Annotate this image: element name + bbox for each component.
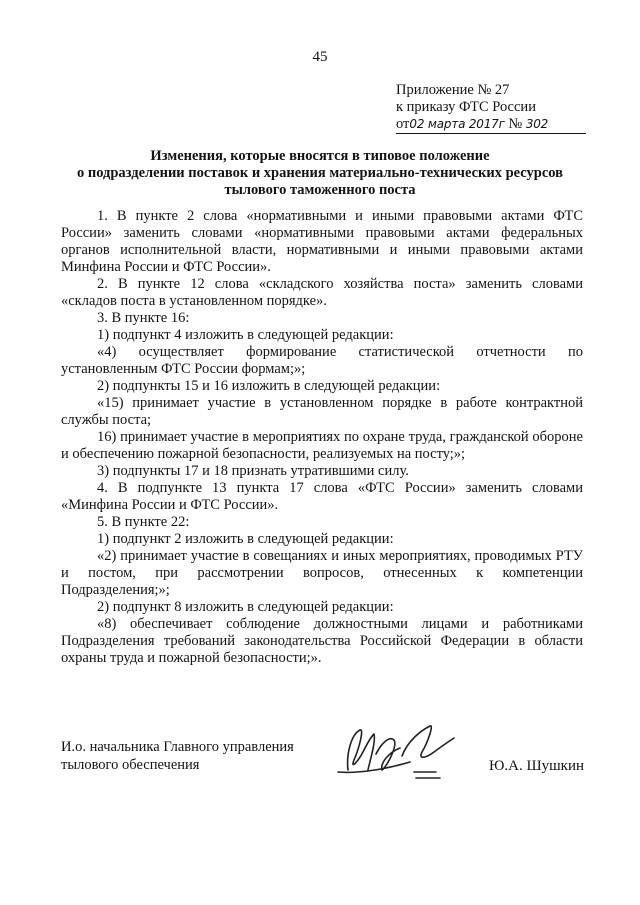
appendix-date-prefix: от: [396, 116, 410, 132]
paragraph-9: 3) подпункты 17 и 18 признать утратившими силу.: [97, 463, 409, 479]
paragraph-3: 3. В пункте 16:: [97, 310, 190, 326]
appendix-date-line: [396, 116, 586, 134]
title-line-2: о подразделении поставок и хранения материально-технических ресурсов: [76, 165, 564, 181]
appendix-order-ref: к приказу ФТС России: [396, 99, 536, 115]
signer-position-line-2: тылового обеспечения: [61, 757, 200, 773]
paragraph-5: «4) осуществляет формирование статистической отчетности по установленным ФТС России формам;»;: [61, 344, 583, 377]
signer-name: Ю.А. Шушкин: [489, 758, 585, 774]
paragraph-12: 1) подпункт 2 изложить в следующей редакции:: [97, 531, 394, 547]
document-title: [60, 148, 580, 199]
document-body: [61, 208, 583, 667]
paragraph-6: 2) подпункты 15 и 16 изложить в следующей редакции:: [97, 378, 441, 394]
appendix-number-sign: №: [508, 116, 523, 132]
title-line-3: тылового таможенного поста: [224, 182, 416, 198]
paragraph-10: 4. В подпункте 13 пункта 17 слова «ФТС России» заменить словами «Минфина России и ФТС России».: [61, 480, 583, 513]
paragraph-7: «15) принимает участие в установленном порядке в работе контрактной службы поста;: [61, 395, 583, 428]
appendix-date: 02 марта 2017г: [409, 117, 505, 131]
paragraph-15: «8) обеспечивает соблюдение должностными лицами и работниками Подразделения требований законодательства Российской Федерации в области охраны труда и пожарной безопасности;».: [61, 616, 583, 666]
title-line-1: Изменения, которые вносятся в типовое положение: [150, 148, 490, 164]
signer-position-line-1: И.о. начальника Главного управления: [61, 739, 294, 755]
paragraph-4: 1) подпункт 4 изложить в следующей редакции:: [97, 327, 394, 343]
appendix-header: [396, 82, 586, 134]
paragraph-13: «2) принимает участие в совещаниях и иных мероприятиях, проводимых РТУ и постом, при рассмотрении вопросов, отнесенных к компетенции Подразделения;»;: [61, 548, 583, 598]
signature-block: [61, 738, 321, 774]
paragraph-14: 2) подпункт 8 изложить в следующей редакции:: [97, 599, 394, 615]
paragraph-8: 16) принимает участие в мероприятиях по охране труда, гражданской обороне и обеспечению пожарной безопасности, реализуемых на посту;»;: [61, 429, 583, 462]
paragraph-11: 5. В пункте 22:: [97, 514, 190, 530]
appendix-title: Приложение № 27: [396, 82, 510, 98]
page-number: 45: [312, 49, 328, 65]
paragraph-2: 2. В пункте 12 слова «складского хозяйства поста» заменить словами «складов поста в установленном порядке».: [61, 276, 583, 309]
handwritten-signature: [330, 712, 470, 794]
paragraph-1: 1. В пункте 2 слова «нормативными и иными правовыми актами ФТС России» заменить словами «нормативными правовыми актами федеральных органов исполнительной власти, нормативными и иными правовыми актами Минфина России и ФТС России».: [61, 208, 583, 275]
appendix-number: 302: [525, 117, 549, 131]
